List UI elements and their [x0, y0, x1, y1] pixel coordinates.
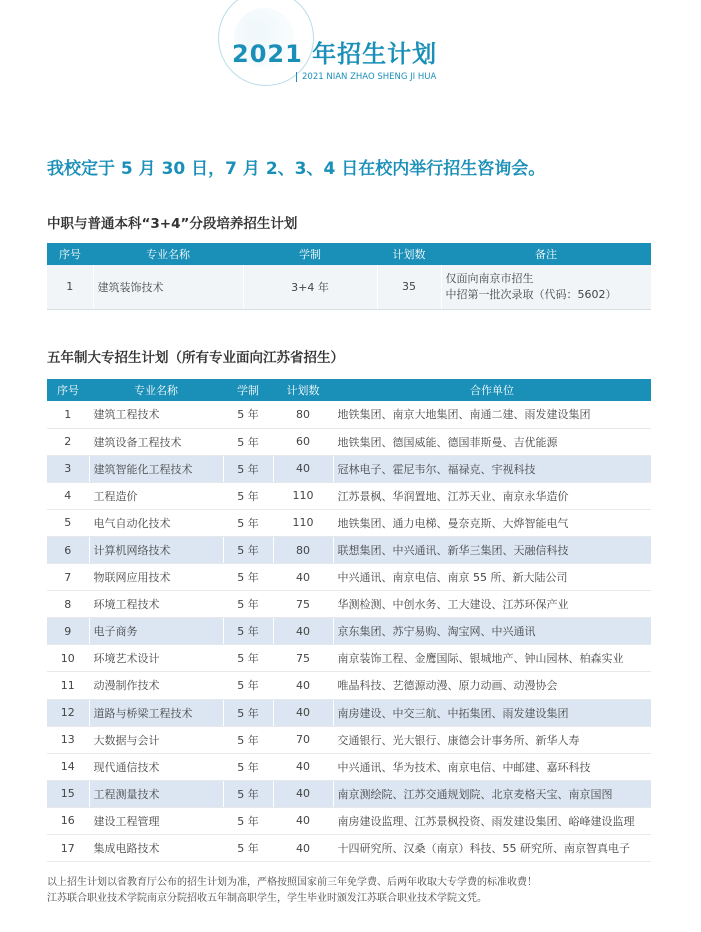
table-five-year-plan — [47, 379, 651, 862]
cell-no: 13 — [47, 726, 89, 753]
cell-no: 3 — [47, 455, 89, 482]
cell-partners: 地铁集团、南京大地集团、南通二建、雨发建设集团 — [333, 401, 651, 428]
cell-name: 电子商务 — [89, 618, 223, 645]
cell-partners: 华测检测、中创水务、工大建设、江苏环保产业 — [333, 591, 651, 618]
cell-quota: 40 — [273, 807, 333, 834]
cell-note — [441, 265, 651, 309]
cell-partners: 南房建设监理、江苏景枫投资、雨发建设集团、峪峰建设监理 — [333, 807, 651, 834]
cell-partners: 中兴通讯、南京电信、南京 55 所、新大陆公司 — [333, 564, 651, 591]
cell-duration: 3+4 年 — [243, 265, 377, 309]
cell-no: 2 — [47, 428, 89, 455]
cell-name: 道路与桥梁工程技术 — [89, 699, 223, 726]
cell-no: 8 — [47, 591, 89, 618]
col-header-quota: 计划数 — [273, 379, 333, 401]
cell-duration: 5 年 — [223, 807, 273, 834]
cell-no: 15 — [47, 780, 89, 807]
col-header-duration: 学制 — [223, 379, 273, 401]
cell-duration: 5 年 — [223, 401, 273, 428]
cell-no: 4 — [47, 482, 89, 509]
cell-partners: 冠林电子、霍尼韦尔、福禄克、宇视科技 — [333, 455, 651, 482]
cell-quota: 40 — [273, 753, 333, 780]
note-line-1: 仅面向南京市招生 — [445, 271, 534, 285]
table-row — [47, 645, 651, 672]
cell-name: 工程造价 — [89, 482, 223, 509]
cell-duration: 5 年 — [223, 428, 273, 455]
cell-quota: 80 — [273, 401, 333, 428]
cell-duration: 5 年 — [223, 753, 273, 780]
cell-name: 环境艺术设计 — [89, 645, 223, 672]
cell-name: 电气自动化技术 — [89, 509, 223, 536]
cell-quota: 70 — [273, 726, 333, 753]
table-row — [47, 807, 651, 834]
cell-no: 11 — [47, 672, 89, 699]
col-header-partners: 合作单位 — [333, 379, 651, 401]
table-row — [47, 699, 651, 726]
cell-partners: 十四研究所、汉桑（南京）科技、55 研究所、南京智真电子 — [333, 835, 651, 862]
cell-name: 计算机网络技术 — [89, 536, 223, 563]
cell-name: 集成电路技术 — [89, 835, 223, 862]
cell-no: 10 — [47, 645, 89, 672]
table-row — [47, 482, 651, 509]
cell-quota: 40 — [273, 780, 333, 807]
cell-no: 1 — [47, 401, 89, 428]
cell-duration: 5 年 — [223, 618, 273, 645]
cell-duration: 5 年 — [223, 780, 273, 807]
table-row — [47, 835, 651, 862]
cell-duration: 5 年 — [223, 536, 273, 563]
cell-partners: 地铁集团、德国威能、德国菲斯曼、吉优能源 — [333, 428, 651, 455]
cell-partners: 南房建设、中交三航、中拓集团、雨发建设集团 — [333, 699, 651, 726]
cell-no: 17 — [47, 835, 89, 862]
cell-duration: 5 年 — [223, 835, 273, 862]
cell-name: 动漫制作技术 — [89, 672, 223, 699]
cell-duration: 5 年 — [223, 564, 273, 591]
cell-partners: 中兴通讯、华为技术、南京电信、中邮建、嘉环科技 — [333, 753, 651, 780]
cell-name: 建筑智能化工程技术 — [89, 455, 223, 482]
cell-name: 建设工程管理 — [89, 807, 223, 834]
cell-quota: 75 — [273, 591, 333, 618]
cell-name: 建筑设备工程技术 — [89, 428, 223, 455]
col-header-name: 专业名称 — [89, 379, 223, 401]
cell-quota: 110 — [273, 509, 333, 536]
cell-no: 9 — [47, 618, 89, 645]
cell-name: 环境工程技术 — [89, 591, 223, 618]
table-row — [47, 265, 651, 309]
cell-partners: 京东集团、苏宁易购、淘宝网、中兴通讯 — [333, 618, 651, 645]
cell-name: 建筑装饰技术 — [93, 265, 243, 309]
cell-duration: 5 年 — [223, 699, 273, 726]
section1-title: 中职与普通本科“3+4”分段培养招生计划 — [47, 216, 298, 232]
cell-duration: 5 年 — [223, 482, 273, 509]
note-line-2: 中招第一批次录取（代码：5602） — [445, 287, 617, 301]
cell-no: 16 — [47, 807, 89, 834]
cell-duration: 5 年 — [223, 672, 273, 699]
cell-duration: 5 年 — [223, 591, 273, 618]
page-title: 2021 年招生计划 — [232, 40, 438, 68]
cell-duration: 5 年 — [223, 455, 273, 482]
cell-name: 大数据与会计 — [89, 726, 223, 753]
col-header-duration: 学制 — [243, 243, 377, 265]
col-header-note: 备注 — [441, 243, 651, 265]
cell-partners: 联想集团、中兴通讯、新华三集团、天融信科技 — [333, 536, 651, 563]
cell-duration: 5 年 — [223, 509, 273, 536]
cell-quota: 35 — [377, 265, 441, 309]
consultation-notice: 我校定于 5 月 30 日，7 月 2、3、4 日在校内举行招生咨询会。 — [47, 159, 546, 179]
cell-quota: 40 — [273, 618, 333, 645]
cell-name: 现代通信技术 — [89, 753, 223, 780]
table-row — [47, 618, 651, 645]
cell-no: 7 — [47, 564, 89, 591]
cell-partners: 唯晶科技、艺德源动漫、原力动画、动漫协会 — [333, 672, 651, 699]
col-header-quota: 计划数 — [377, 243, 441, 265]
table-3plus4-plan — [47, 243, 651, 310]
cell-partners: 交通银行、光大银行、康德会计事务所、新华人寿 — [333, 726, 651, 753]
table-row — [47, 509, 651, 536]
table-row — [47, 564, 651, 591]
cell-no: 14 — [47, 753, 89, 780]
table-row — [47, 401, 651, 428]
cell-partners: 南京测绘院、江苏交通规划院、北京麦格天宝、南京国图 — [333, 780, 651, 807]
cell-name: 建筑工程技术 — [89, 401, 223, 428]
cell-quota: 40 — [273, 699, 333, 726]
cell-name: 物联网应用技术 — [89, 564, 223, 591]
page-subtitle: 2021 NIAN ZHAO SHENG JI HUA — [296, 72, 436, 82]
col-header-no: 序号 — [47, 243, 93, 265]
col-header-no: 序号 — [47, 379, 89, 401]
table-row — [47, 428, 651, 455]
cell-no: 5 — [47, 509, 89, 536]
table-row — [47, 753, 651, 780]
cell-name: 工程测量技术 — [89, 780, 223, 807]
footer-line-2: 江苏联合职业技术学院南京分院招收五年制高职学生，学生毕业时颁发江苏联合职业技术学院文凭。 — [47, 893, 487, 904]
cell-no: 6 — [47, 536, 89, 563]
col-header-name: 专业名称 — [93, 243, 243, 265]
table-row — [47, 726, 651, 753]
cell-quota: 60 — [273, 428, 333, 455]
table-row — [47, 455, 651, 482]
table-row — [47, 591, 651, 618]
footer-notes — [47, 875, 537, 907]
table-row — [47, 536, 651, 563]
cell-no: 12 — [47, 699, 89, 726]
cell-no: 1 — [47, 265, 93, 309]
cell-partners: 江苏景枫、华润置地、江苏天业、南京永华造价 — [333, 482, 651, 509]
cell-quota: 40 — [273, 564, 333, 591]
table-row — [47, 780, 651, 807]
section2-title: 五年制大专招生计划（所有专业面向江苏省招生） — [47, 350, 344, 366]
cell-quota: 110 — [273, 482, 333, 509]
cell-quota: 80 — [273, 536, 333, 563]
cell-duration: 5 年 — [223, 726, 273, 753]
table-header-row — [47, 379, 651, 401]
cell-quota: 40 — [273, 835, 333, 862]
cell-partners: 地铁集团、通力电梯、曼奈克斯、大烨智能电气 — [333, 509, 651, 536]
cell-quota: 75 — [273, 645, 333, 672]
table-header-row — [47, 243, 651, 265]
cell-duration: 5 年 — [223, 645, 273, 672]
cell-partners: 南京装饰工程、金鹰国际、银城地产、钟山园林、柏森实业 — [333, 645, 651, 672]
cell-quota: 40 — [273, 455, 333, 482]
table-row — [47, 672, 651, 699]
cell-quota: 40 — [273, 672, 333, 699]
footer-line-1: 以上招生计划以省教育厅公布的招生计划为准，严格按照国家前三年免学费、后两年收取大专学费的标准收费！ — [47, 877, 537, 888]
